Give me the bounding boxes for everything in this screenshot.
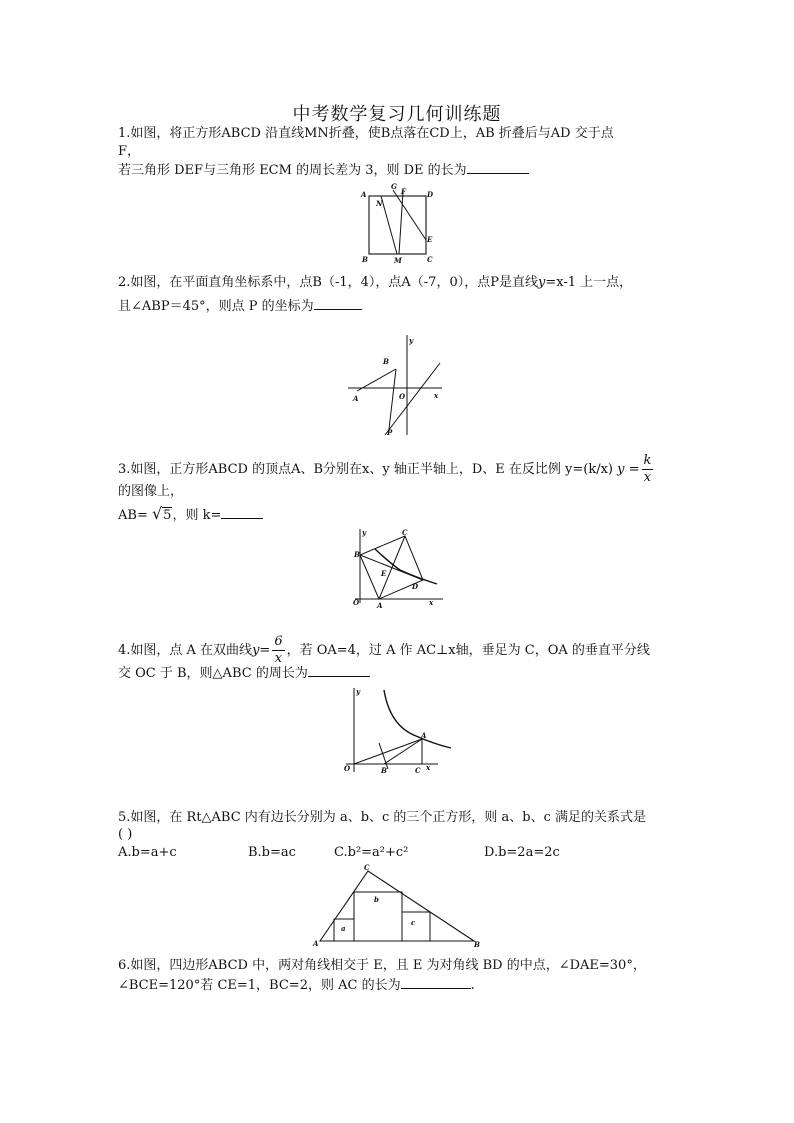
q4-text2: 交 OC 于 B，则△ABC 的周长为 <box>118 666 308 681</box>
label-y: y <box>409 336 414 345</box>
folded-square-diagram <box>355 182 440 266</box>
label-C: C <box>402 528 408 537</box>
q3-figure <box>345 527 445 613</box>
label-D: D <box>412 582 419 591</box>
q5-line1: 5.如图，在 Rt△ABC 内有边长分别为 a、b、c 的三个正方形，则 a、b、c 满足的关系式是 <box>118 810 647 825</box>
q1-figure <box>355 182 440 266</box>
label-O: O <box>344 764 351 773</box>
label-A: A <box>313 939 319 948</box>
q2-text-b: 上一点， <box>576 275 633 290</box>
label-a: a <box>341 924 346 933</box>
answer-blank <box>308 664 370 677</box>
q3-line1 <box>118 453 655 486</box>
label-B: B <box>354 550 360 559</box>
q2-text2: 且∠ABP＝45°，则点 P 的坐标为 <box>118 299 314 314</box>
hyperbola-triangle-diagram <box>338 686 456 780</box>
label-x: x <box>429 598 434 607</box>
label-B: B <box>381 766 387 775</box>
q6-line2 <box>118 976 475 995</box>
fraction-k-over-x: $\frac{k}{x}$ <box>643 453 652 485</box>
label-A: A <box>421 731 427 740</box>
q3-text-b: ，则 k= <box>172 508 222 523</box>
label-C: C <box>364 863 370 872</box>
label-D: D <box>427 190 434 199</box>
label-x: x <box>426 763 431 772</box>
label-y: y <box>356 687 361 696</box>
q6-text2: ∠BCE=120°若 CE=1，BC=2，则 AC 的长为 <box>118 978 401 993</box>
q4-expr-y: y= <box>252 643 271 658</box>
label-b: b <box>374 895 379 904</box>
label-A: A <box>353 394 359 403</box>
coordinate-diagram <box>345 333 445 437</box>
q3-text: 3.如图，正方形ABCD 的顶点A、B分别在x、y 轴正半轴上，D、E 在反比例 y=(k/x) <box>118 462 613 477</box>
page-title: 中考数学复习几何训练题 <box>292 104 502 125</box>
q4-text-a: 4.如图，点 A 在双曲线 <box>118 643 253 658</box>
q5-option-b: B.b=ac <box>248 845 296 860</box>
q2-line2 <box>118 297 362 316</box>
right-triangle-squares-diagram <box>310 862 482 948</box>
q5-figure <box>310 862 482 948</box>
label-A: A <box>361 190 367 199</box>
label-E: E <box>381 569 387 578</box>
q5-option-c: C.b²=a²+c² <box>334 845 409 860</box>
label-G: G <box>391 182 397 191</box>
q3-expr-y: y = <box>617 462 640 477</box>
answer-blank <box>467 161 529 174</box>
q2-text: 2.如图，在平面直角坐标系中，点B（-1，4），点A（-7，0），点P是直线 <box>118 275 538 290</box>
q4-text-b: ，若 OA=4，过 A 作 AC⊥x轴，垂足为 C，OA 的垂直平分线 <box>286 643 650 658</box>
label-y: y <box>362 528 367 537</box>
q2-figure <box>345 333 445 437</box>
q6-line1: 6.如图，四边形ABCD 中，两对角线相交于 E，且 E 为对角线 BD 的中点，∠DAE=30°， <box>118 958 646 973</box>
q2-line1 <box>118 274 632 292</box>
q5-option-d: D.b=2a=2c <box>484 845 560 860</box>
q5-option-a: A.b=a+c <box>118 845 177 860</box>
label-P: P <box>387 428 393 437</box>
label-B: B <box>383 357 389 366</box>
fraction-6-over-x: $\frac{6}{x}$ <box>274 634 283 666</box>
q1-text: 若三角形 DEF与三角形 ECM 的周长差为 3，则 DE 的长为 <box>118 163 467 178</box>
label-A: A <box>377 601 383 610</box>
q1-line1: 1.如图，将正方形ABCD 沿直线MN折叠，使B点落在CD上，AB 折叠后与AD 交于点 <box>118 126 614 141</box>
answer-blank <box>221 506 263 519</box>
q2-expr-y: y <box>537 275 546 290</box>
label-c: c <box>411 918 416 927</box>
label-O: O <box>399 392 406 401</box>
q1-line3 <box>118 161 529 180</box>
sqrt-expression: √5 <box>151 504 172 523</box>
q1-line2: F， <box>118 144 141 159</box>
q4-figure <box>338 686 456 780</box>
q2-expr: =x-1 <box>545 275 576 290</box>
q3-line3 <box>118 505 263 525</box>
label-B: B <box>474 940 480 948</box>
label-M: M <box>394 256 402 265</box>
label-B: B <box>362 255 368 264</box>
answer-blank <box>401 976 471 989</box>
q4-line1 <box>118 634 650 667</box>
q5-line2: ( ) <box>118 827 133 842</box>
q4-line2 <box>118 664 370 683</box>
q3-line2: 的图像上， <box>118 484 184 499</box>
label-F: F <box>401 187 406 196</box>
answer-blank <box>314 297 362 310</box>
square-hyperbola-diagram <box>345 527 445 613</box>
label-C: C <box>415 766 421 775</box>
label-N: N <box>376 199 383 208</box>
label-x: x <box>434 391 439 400</box>
q6-period: . <box>470 978 475 993</box>
label-O: O <box>353 598 360 607</box>
label-E: E <box>427 235 433 244</box>
q3-text-a: AB= <box>118 508 152 523</box>
label-C: C <box>427 255 433 264</box>
